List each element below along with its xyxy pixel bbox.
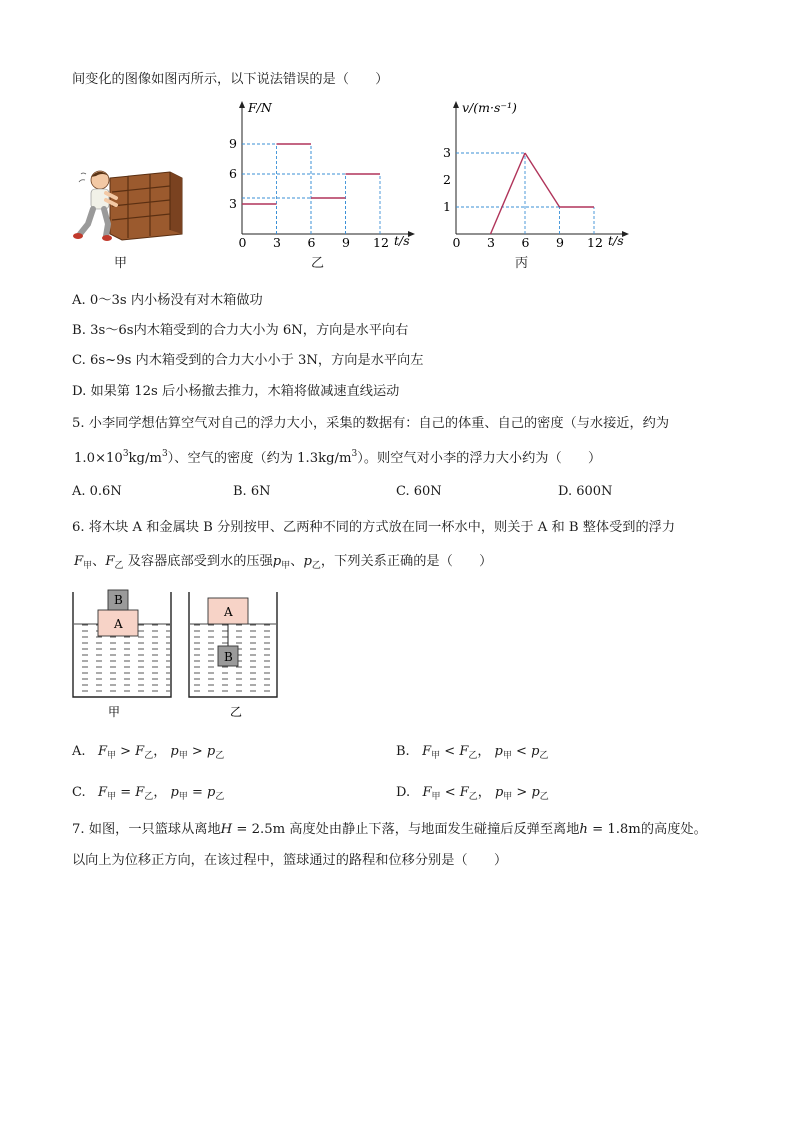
- graph-bing-ytick-3: 3: [443, 145, 451, 160]
- q5-density-value: 1.0×10: [74, 451, 123, 466]
- label-jia: 甲: [108, 705, 121, 719]
- graph-yi-force-time: [222, 96, 422, 256]
- q6-option-a[interactable]: A. $F_甲 > F_乙$， $p_甲 > p_乙$: [72, 744, 225, 761]
- graph-bing-ylabel: v/(m·s⁻¹): [462, 100, 517, 115]
- label-b-yi: B: [224, 650, 233, 664]
- figure-bing-label: 丙: [515, 256, 529, 271]
- q4-option-b[interactable]: B. 3s～6s内木箱受到的合力大小为 6N，方向是水平向右: [72, 323, 409, 338]
- q5-stem-line1: 5. 小李同学想估算空气对自己的浮力大小，采集的数据有：自己的体重、自己的密度（与水接近，约为: [72, 416, 670, 431]
- graph-bing-xtick-3: 3: [487, 235, 495, 250]
- label-b-jia: B: [114, 593, 123, 607]
- wooden-crate-illustration: [110, 172, 182, 240]
- q7-stem-line1: 7. 如图，一只篮球从离地H = 2.5m 高度处由静止下落，与地面发生碰撞后反弹至离地h = 1.8m的高度处。: [72, 822, 707, 837]
- graph-bing-ytick-2: 2: [443, 172, 451, 187]
- graph-yi-ytick-9: 9: [229, 136, 237, 151]
- graph-yi-xtick-12: 12: [373, 235, 389, 250]
- graph-yi-xtick-0: 0: [238, 235, 247, 250]
- q5-option-a[interactable]: A. 0.6N: [72, 484, 122, 499]
- q6-stem-line1: 6. 将木块 A 和金属块 B 分别按甲、乙两种不同的方式放在同一杯水中，则关于 A 和 B 整体受到的浮力: [72, 520, 676, 535]
- q6-option-b[interactable]: B. $F_甲 < F_乙$， $p_甲 < p_乙$: [396, 744, 549, 761]
- q6-option-c[interactable]: C. $F_甲 = F_乙$， $p_甲 = p_乙$: [72, 785, 225, 802]
- graph-bing-segment-0: [491, 153, 526, 234]
- graph-yi-xtick-6: 6: [307, 235, 316, 250]
- graph-yi-ytick-3: 3: [229, 196, 237, 211]
- q4-option-a[interactable]: A. 0～3s 内小杨没有对木箱做功: [72, 293, 263, 308]
- figure-jia: [66, 164, 192, 270]
- figure-jia-label: 甲: [114, 256, 128, 271]
- graph-bing-xtick-6: 6: [521, 235, 530, 250]
- q5-stem-line2: $1.0\times 10^3kg/m^3$）、空气的密度（约为 $1.3kg/m^3$）。则空气对小李的浮力大小约为（ ）: [74, 449, 602, 466]
- graph-yi-xtick-9: 9: [342, 235, 350, 250]
- graph-bing-ytick-1: 1: [443, 199, 451, 214]
- graph-bing-xtick-0: 0: [452, 235, 461, 250]
- label-yi: 乙: [230, 705, 243, 719]
- graph-yi-ylabel: F/N: [248, 100, 272, 115]
- figure-q6-containers: [66, 586, 296, 722]
- q6-option-d[interactable]: D. $F_甲 < F_乙$， $p_甲 > p_乙$: [396, 785, 549, 802]
- q4-intro: 间变化的图像如图丙所示，以下说法错误的是（ ）: [72, 72, 389, 87]
- graph-yi-ytick-6: 6: [229, 166, 237, 181]
- q7-stem-line2: 以向上为位移正方向，在该过程中，篮球通过的路程和位移分别是（ ）: [72, 853, 508, 868]
- graph-bing-xlabel: t/s: [608, 233, 624, 248]
- graph-bing-xtick-12: 12: [587, 235, 603, 250]
- graph-yi-xtick-3: 3: [273, 235, 281, 250]
- graph-yi-xlabel: t/s: [394, 233, 410, 248]
- q5-option-b[interactable]: B. 6N: [233, 484, 271, 499]
- figure-yi-label: 乙: [311, 256, 325, 271]
- label-a-jia: A: [114, 617, 123, 631]
- graph-yi-axes: [239, 101, 415, 237]
- graph-bing-axes: [453, 101, 629, 237]
- q5-option-d[interactable]: D. 600N: [558, 484, 613, 499]
- q4-option-d[interactable]: D. 如果第 12s 后小杨撤去推力，木箱将做减速直线运动: [72, 384, 400, 399]
- label-a-yi: A: [224, 605, 233, 619]
- q4-option-c[interactable]: C. 6s~9s 内木箱受到的合力大小小于 3N，方向是水平向左: [72, 353, 424, 368]
- graph-bing-xtick-9: 9: [556, 235, 564, 250]
- q5-option-c[interactable]: C. 60N: [396, 484, 442, 499]
- q6-stem-line2: $F_甲$、$F_乙$ 及容器底部受到水的压强$p_甲$、$p_乙$，下列关系正确的是（ ）: [74, 554, 493, 571]
- graph-bing-velocity-time: [436, 96, 636, 256]
- container-yi: [189, 592, 277, 697]
- graph-bing-segment-1: [525, 153, 560, 207]
